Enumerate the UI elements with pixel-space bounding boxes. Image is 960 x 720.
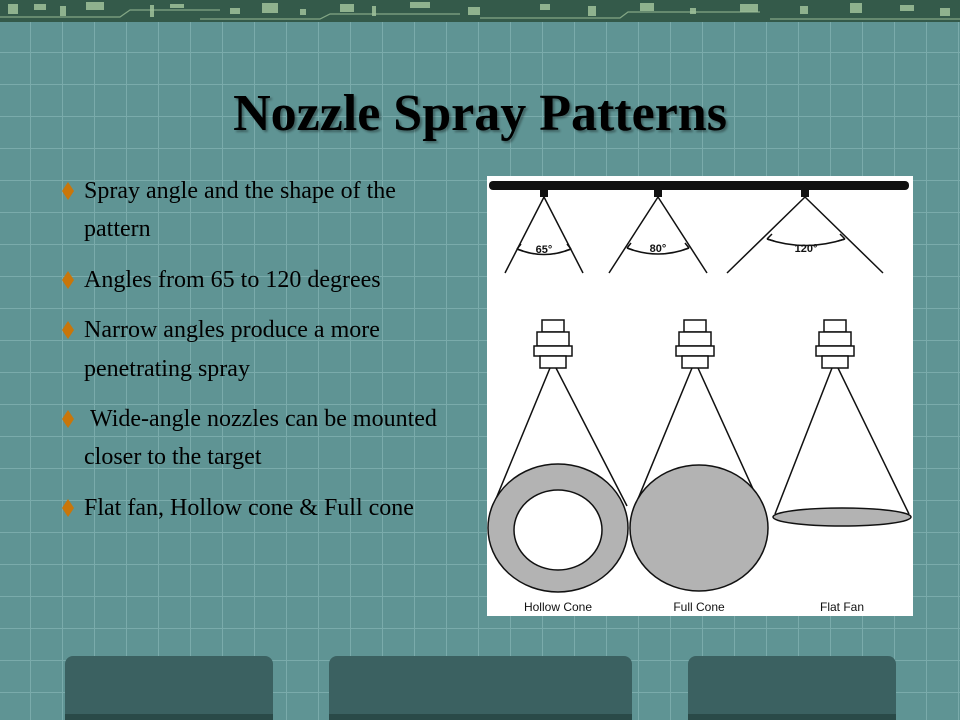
angle-diagram-120: [727, 189, 883, 273]
list-item: [60, 311, 452, 388]
list-item: [60, 400, 452, 477]
hollow-cone-pattern: [488, 464, 628, 592]
boom-pipe: [489, 181, 909, 190]
top-decorative-banner: [0, 0, 960, 22]
angle-diagram-80: [609, 189, 707, 273]
spray-pattern-figure: [487, 176, 913, 616]
flat-fan-nozzle: [775, 320, 909, 514]
bullet-text: Flat fan, Hollow cone & Full cone: [84, 494, 414, 521]
list-item: [60, 261, 452, 299]
angle-label: 80°: [649, 243, 667, 255]
spray-pattern-diagram: [487, 176, 913, 616]
pattern-label: Hollow Cone: [523, 600, 593, 614]
list-item: [60, 489, 452, 527]
flat-fan-pattern: [773, 508, 911, 526]
bullet-text: Spray angle and the shape of the pattern: [84, 178, 396, 243]
bottom-decorative-tab: [688, 656, 896, 720]
diamond-bullet-icon: [62, 499, 74, 517]
page-title: Nozzle Spray Patterns: [233, 85, 727, 142]
diamond-bullet-icon: [62, 321, 74, 339]
diamond-bullet-icon: [62, 271, 74, 289]
angle-diagram-65: [505, 189, 583, 273]
bullet-list: [60, 172, 452, 539]
list-item: [60, 172, 452, 249]
circuit-pattern-graphic: [0, 0, 960, 22]
bottom-decorative-tab: [65, 656, 273, 720]
angle-label: 65°: [535, 244, 553, 256]
bullet-text: Angles from 65 to 120 degrees: [84, 266, 381, 293]
angle-label: 120°: [794, 243, 818, 255]
bullet-text: Wide-angle nozzles can be mounted closer to the target: [84, 405, 443, 471]
diamond-bullet-icon: [62, 410, 74, 428]
pattern-label: Full Cone: [673, 600, 725, 614]
full-cone-pattern: [630, 465, 768, 591]
diamond-bullet-icon: [62, 182, 74, 200]
bullet-text: Narrow angles produce a more penetrating spray: [84, 317, 380, 382]
bottom-decorative-tab: [329, 656, 632, 720]
pattern-label: Flat Fan: [819, 600, 865, 614]
